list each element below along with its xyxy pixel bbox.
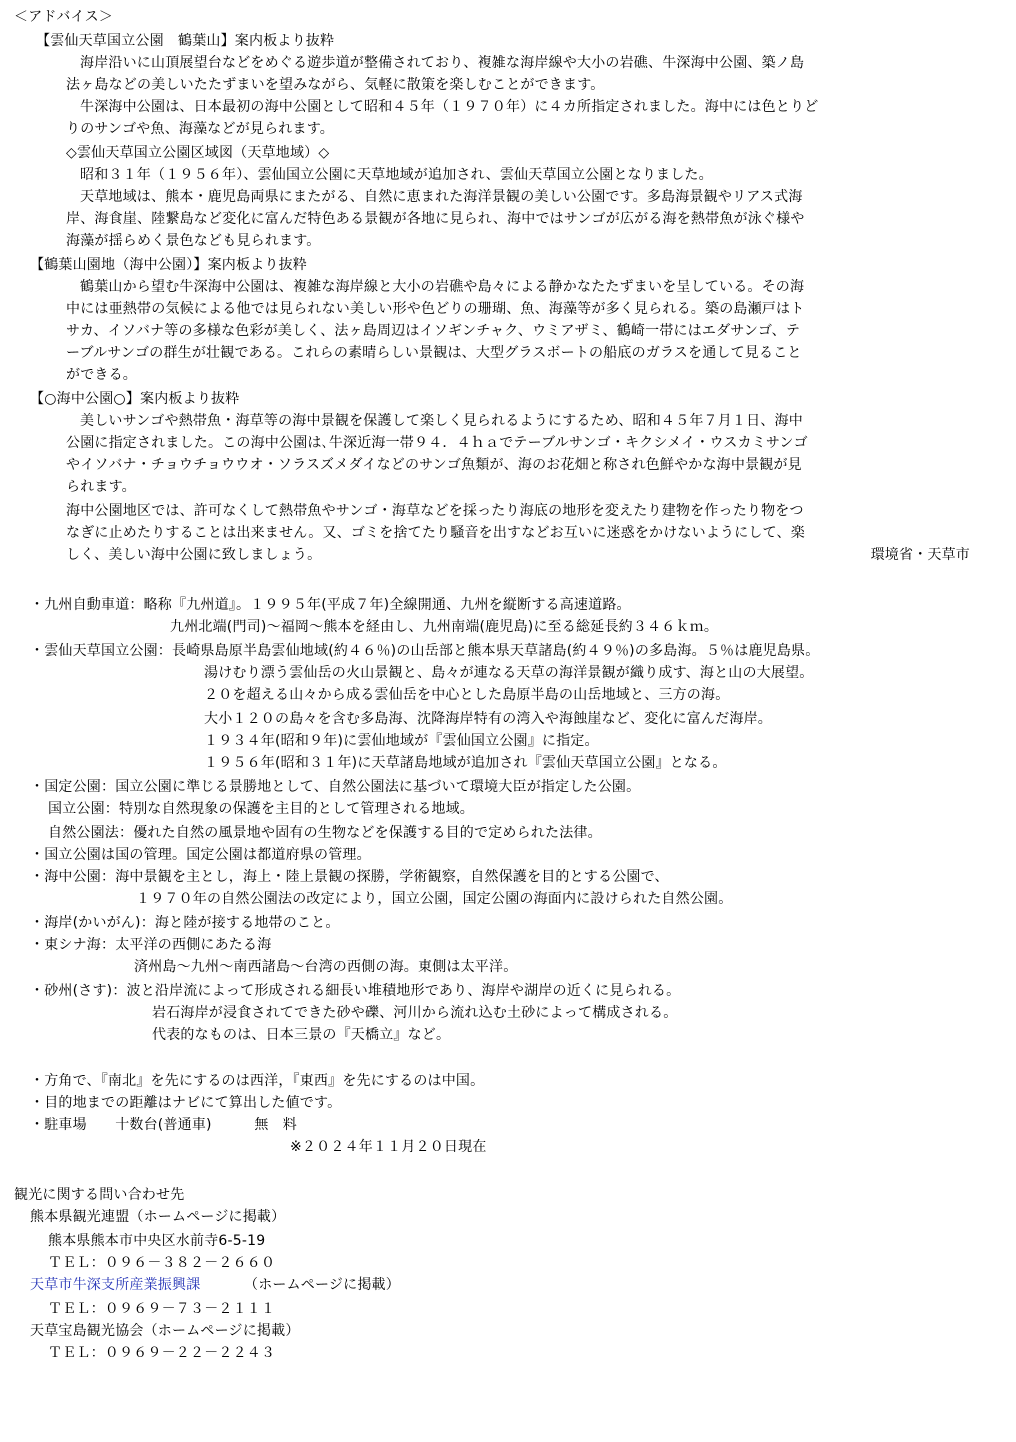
tip-line: ・方角で、『南北』を先にするのは西洋，『東西』を先にするのは中国。	[30, 1073, 485, 1089]
paragraph-line: サカ、イソバナ等の多様な色彩が美しく、法ヶ島周辺はイソギンチャク、ウミアザミ、鶴崎一帯にはエダサンゴ、テ	[66, 323, 801, 339]
note-line: ・国立公園は国の管理。国定公園は都道府県の管理。	[30, 847, 371, 863]
section-title: 【雲仙天草国立公園 鶴葉山】案内板より抜粋	[36, 33, 335, 49]
contact-tel: ＴＥＬ：０９６－３８２－２６６０	[48, 1255, 276, 1271]
paragraph-line: られます。	[66, 479, 136, 495]
map-subheading: ◇雲仙天草国立公園区域図（天草地域）◇	[66, 145, 330, 161]
contact-tel: ＴＥＬ：０９６９－２２－２２４３	[48, 1345, 276, 1361]
paragraph-line: 美しいサンゴや熱帯魚・海草等の海中景観を保護して楽しく見られるようにするため、昭和４５年７月１日、海中	[80, 413, 803, 429]
paragraph-line: ができる。	[66, 367, 137, 383]
paragraph-line: 法ヶ島などの美しいたたずまいを望みながら、気軽に散策を楽しむことができます。	[66, 77, 605, 93]
paragraph-line: 海岸沿いに山頂展望台などをめぐる遊歩道が整備されており、複雑な海岸線や大小の岩礁、牛深海中公園、築ノ島	[80, 55, 805, 71]
paragraph-line: しく、美しい海中公園に致しましょう。	[66, 547, 322, 563]
note-line: １９５６年(昭和３１年)に天草諸島地域が追加され『雲仙天草国立公園』となる。	[204, 755, 727, 771]
paragraph-line: 鶴葉山から望む牛深海中公園は、複雑な海岸線と大小の岩礁や島々による静かなたたずまいを呈している。その海	[80, 279, 805, 295]
contact-org-link[interactable]: 天草市牛深支所産業振興課	[30, 1277, 201, 1293]
paragraph-line: 岸、海食崖、陸繋島など変化に富んだ特色ある景観が各地に見られ、海中ではサンゴが広がる海を熱帯魚が泳ぐ様や	[66, 211, 805, 227]
note-line: 湯けむり漂う雲仙岳の火山景観と、島々が連なる天草の海洋景観が織り成す、海と山の大展望。	[204, 665, 814, 681]
note-line: 代表的なものは、日本三景の『天橋立』など。	[152, 1027, 451, 1043]
contact-org-suffix: （ホームページに掲載）	[244, 1277, 400, 1293]
note-line: ・雲仙天草国立公園：長崎県島原半島雲仙地域(約４６％)の山岳部と熊本県天草諸島(約４９％)の多島海。５％は鹿児島県。	[30, 643, 820, 659]
note-line: ・海岸(かいがん)：海と陸が接する地帯のこと。	[30, 915, 340, 931]
note-line: ・砂州(さす)：波と沿岸流によって形成される細長い堆積地形であり、海岸や湖岸の近くに見られる。	[30, 983, 681, 999]
tip-line: ・目的地までの距離はナビにて算出した値です。	[30, 1095, 342, 1111]
paragraph-line: なぎに止めたりすることは出来ません。又、ゴミを捨てたり騒音を出すなどお互いに迷惑をかけないようにして、楽	[66, 525, 805, 541]
paragraph-line: やイソバナ・チョウチョウウオ・ソラスズメダイなどのサンゴ魚類が、海のお花畑と称され色鮮やかな海中景観が見	[66, 457, 802, 473]
note-line: 岩石海岸が浸食されてできた砂や礫、河川から流れ込む土砂によって構成される。	[152, 1005, 678, 1021]
note-line: ・九州自動車道：略称『九州道』。１９９５年(平成７年)全線開通、九州を縦断する高速道路。	[30, 597, 631, 613]
paragraph-line: りのサンゴや魚、海藻などが見られます。	[66, 121, 334, 137]
parking-info: ・駐車場 十数台(普通車) 無 料	[30, 1117, 297, 1133]
paragraph-line: 牛深海中公園は、日本最初の海中公園として昭和４５年（１９７０年）に４カ所指定されました。海中には色とりど	[80, 99, 819, 115]
contact-address: 熊本県熊本市中央区水前寺6-5-19	[48, 1233, 266, 1249]
advice-heading: ＜アドバイス＞	[14, 9, 113, 25]
paragraph-line: 海藻が揺らめく景色なども見られます。	[66, 233, 321, 249]
contact-org: 天草宝島観光協会（ホームページに掲載）	[30, 1323, 300, 1339]
note-line: ・東シナ海：太平洋の西側にあたる海	[30, 937, 272, 953]
note-line: 国立公園：特別な自然現象の保護を主目的として管理される地域。	[48, 801, 474, 817]
date-note: ※２０２４年１１月２０日現在	[290, 1139, 487, 1155]
paragraph-line: 天草地域は、熊本・鹿児島両県にまたがる、自然に恵まれた海洋景観の美しい公園です。多島海景観やリアス式海	[80, 189, 803, 205]
note-line: 大小１２０の島々を含む多島海、沈降海岸特有の湾入や海蝕崖など、変化に富んだ海岸。	[204, 711, 772, 727]
paragraph-line: ーブルサンゴの群生が壮観である。これらの素晴らしい景観は、大型グラスボートの船底のガラスを通して見ること	[66, 345, 802, 361]
note-line: 済州島～九州～南西諸島～台湾の西側の海。東側は太平洋。	[134, 959, 518, 975]
note-line: ・海中公園：海中景観を主とし，海上・陸上景観の探勝，学術観察，自然保護を目的とする公園で、	[30, 869, 669, 885]
contact-tel: ＴＥＬ：０９６９－７３－２１１１	[48, 1301, 276, 1317]
paragraph-line: 海中公園地区では、許可なくして熱帯魚やサンゴ・海草などを採ったり海底の地形を変えたり建物を作ったり物をつ	[66, 503, 804, 519]
note-line: １９３４年(昭和９年)に雲仙地域が『雲仙国立公園』に指定。	[204, 733, 599, 749]
paragraph-line: 中には亜熱帯の気候による他では見られない美しい形や色どりの珊瑚、魚、海藻等が多く見られる。築の島瀬戸はト	[66, 301, 805, 317]
paragraph-line: 公園に指定されました。この海中公園は､牛深近海一帯９４．４ｈａでテーブルサンゴ・キクシメイ・ウスカミサンゴ	[66, 435, 808, 451]
paragraph-line: 昭和３１年（１９５６年）、雲仙国立公園に天草地域が追加され、雲仙天草国立公園となりました。	[80, 167, 713, 183]
contact-org: 熊本県観光連盟（ホームページに掲載）	[30, 1209, 286, 1225]
note-line: １９７０年の自然公園法の改定により，国立公園，国定公園の海面内に設けられた自然公園。	[136, 891, 733, 907]
section-title: 【鶴葉山園地（海中公園）】案内板より抜粋	[30, 257, 307, 273]
note-line: ・国定公園：国立公園に準じる景勝地として、自然公園法に基づいて環境大臣が指定した公園。	[30, 779, 641, 795]
attribution: 環境省・天草市	[870, 547, 970, 563]
note-line: 九州北端(門司)～福岡～熊本を経由し、九州南端(鹿児島)に至る総延長約３４６ｋｍ。	[170, 619, 719, 635]
note-line: 自然公園法：優れた自然の風景地や固有の生物などを保護する目的で定められた法律。	[48, 825, 602, 841]
contact-heading: 観光に関する問い合わせ先	[14, 1187, 185, 1203]
section-title: 【○海中公園○】案内板より抜粋	[30, 391, 240, 407]
note-line: ２０を超える山々から成る雲仙岳を中心とした島原半島の山岳地域と、三方の海。	[204, 687, 730, 703]
